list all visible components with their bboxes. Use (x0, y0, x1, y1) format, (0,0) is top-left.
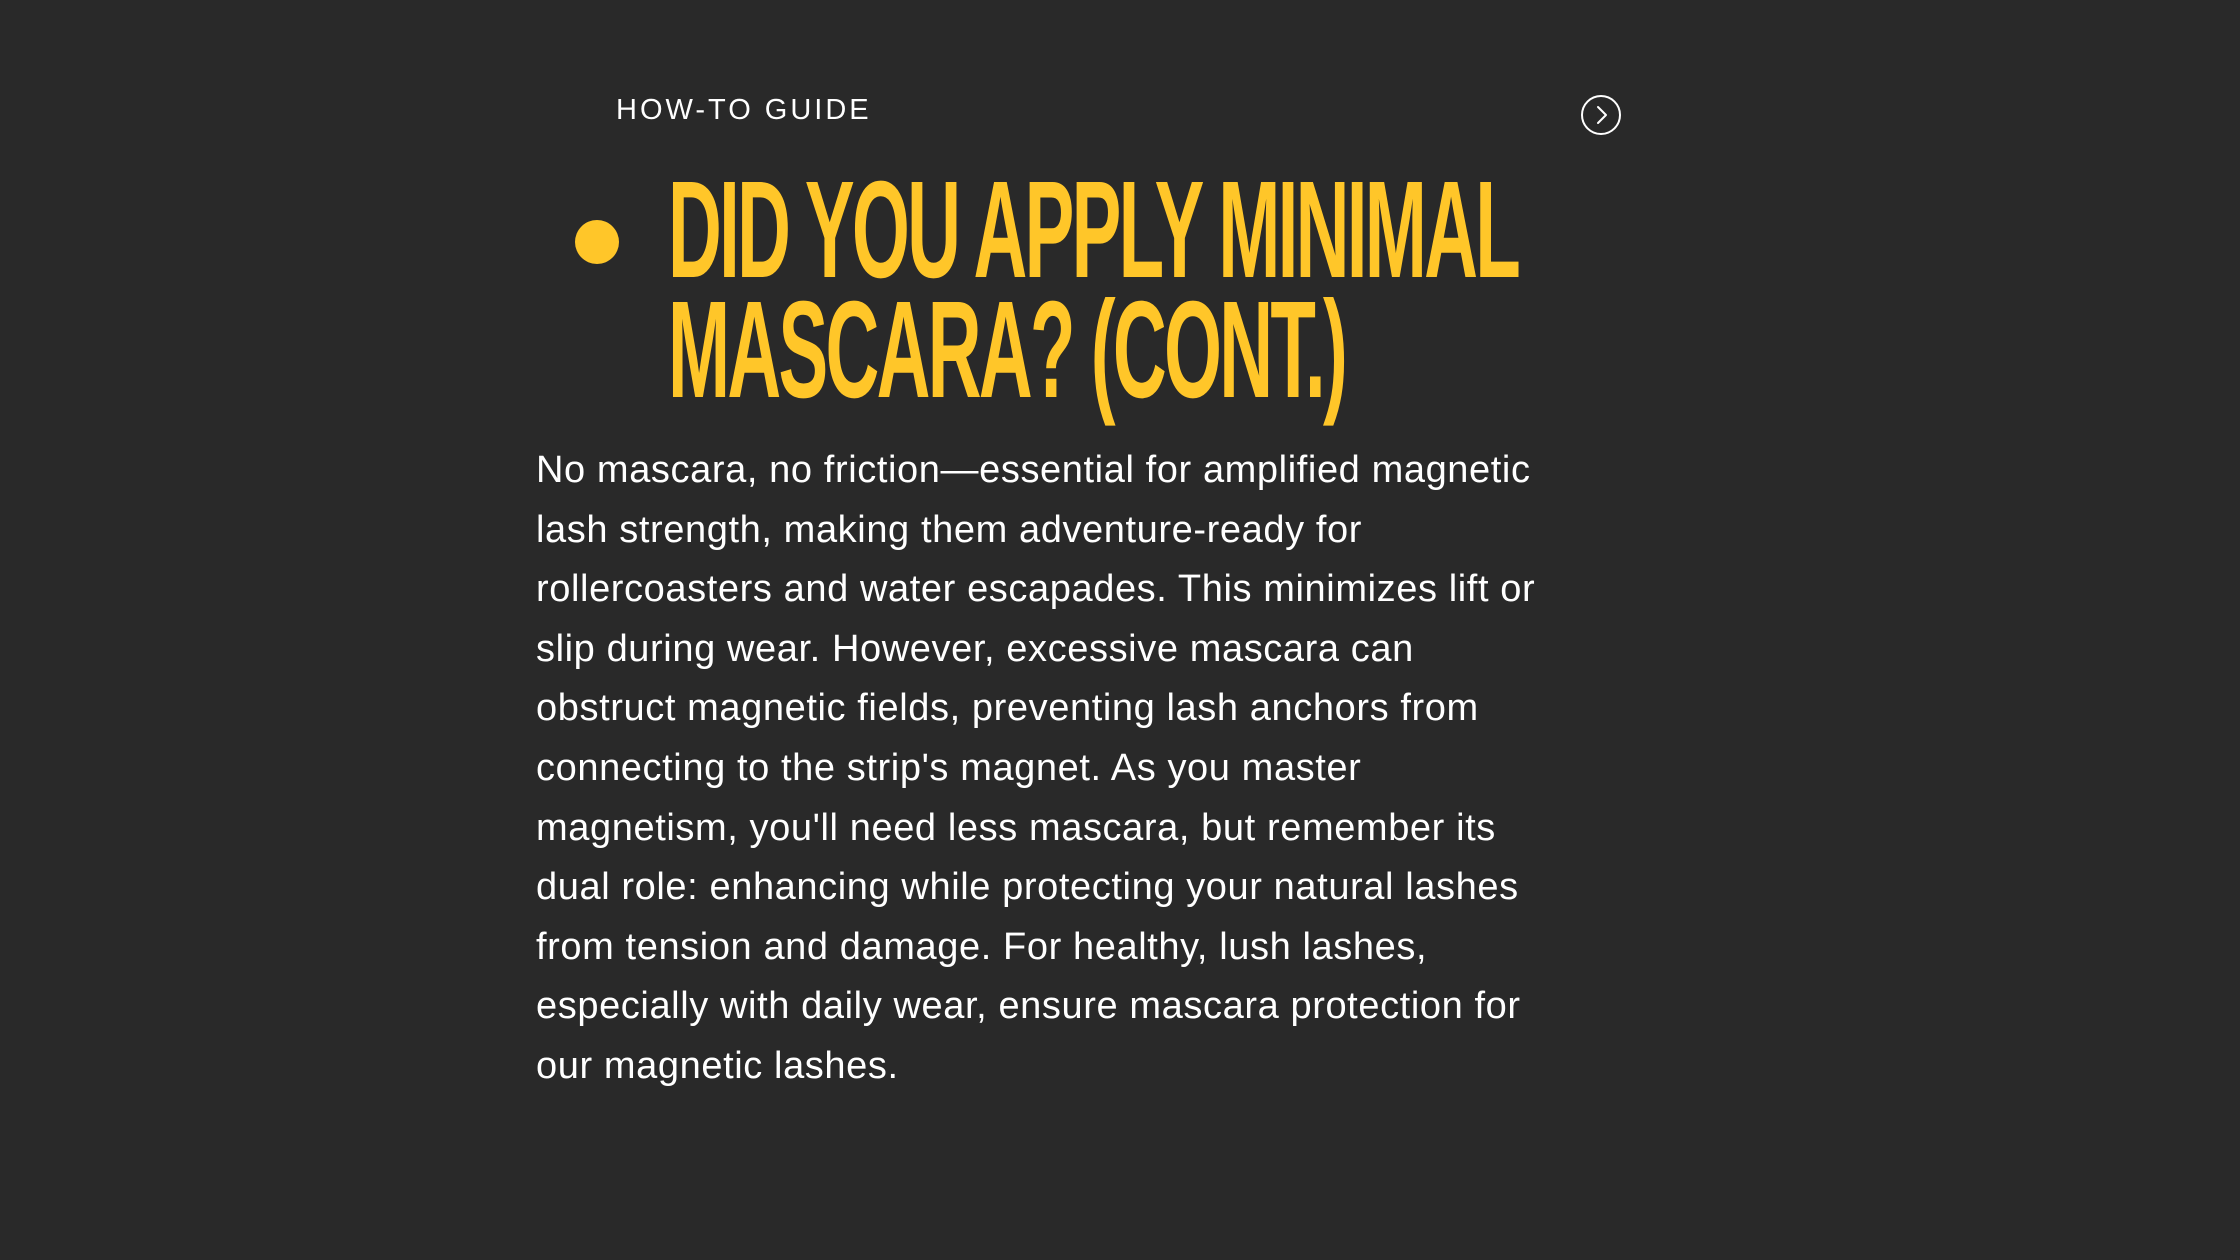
body-line: No mascara, no friction—essential for amplified magnetic (536, 449, 1531, 491)
title-line: DID YOU APPLY MINIMAL (668, 153, 1519, 307)
body-paragraph (536, 441, 1716, 1097)
body-line: dual role: enhancing while protecting your natural lashes (536, 866, 1519, 909)
next-slide-button[interactable] (1580, 94, 1622, 136)
body-line: rollercoasters and water escapades. This minimizes lift or (536, 568, 1536, 611)
body-line: lash strength, making them adventure-ready for (536, 508, 1363, 551)
title-line: MASCARA? (CONT.) (668, 273, 1346, 427)
body-line: especially with daily wear, ensure mascara protection for (536, 985, 1521, 1028)
body-line: magnetism, you'll need less mascara, but remember its (536, 806, 1496, 849)
body-line: slip during wear. However, excessive mascara can (536, 627, 1414, 670)
page-title (668, 153, 1519, 427)
body-line: from tension and damage. For healthy, lush lashes, (536, 925, 1428, 968)
chevron-right-circle-icon (1580, 94, 1622, 136)
body-line: our magnetic lashes. (536, 1044, 899, 1087)
body-line: connecting to the strip's magnet. As you master (536, 746, 1362, 789)
body-line: obstruct magnetic fields, preventing lash anchors from (536, 687, 1479, 730)
bullet-dot (575, 220, 619, 264)
section-kicker: HOW-TO GUIDE (616, 94, 872, 126)
